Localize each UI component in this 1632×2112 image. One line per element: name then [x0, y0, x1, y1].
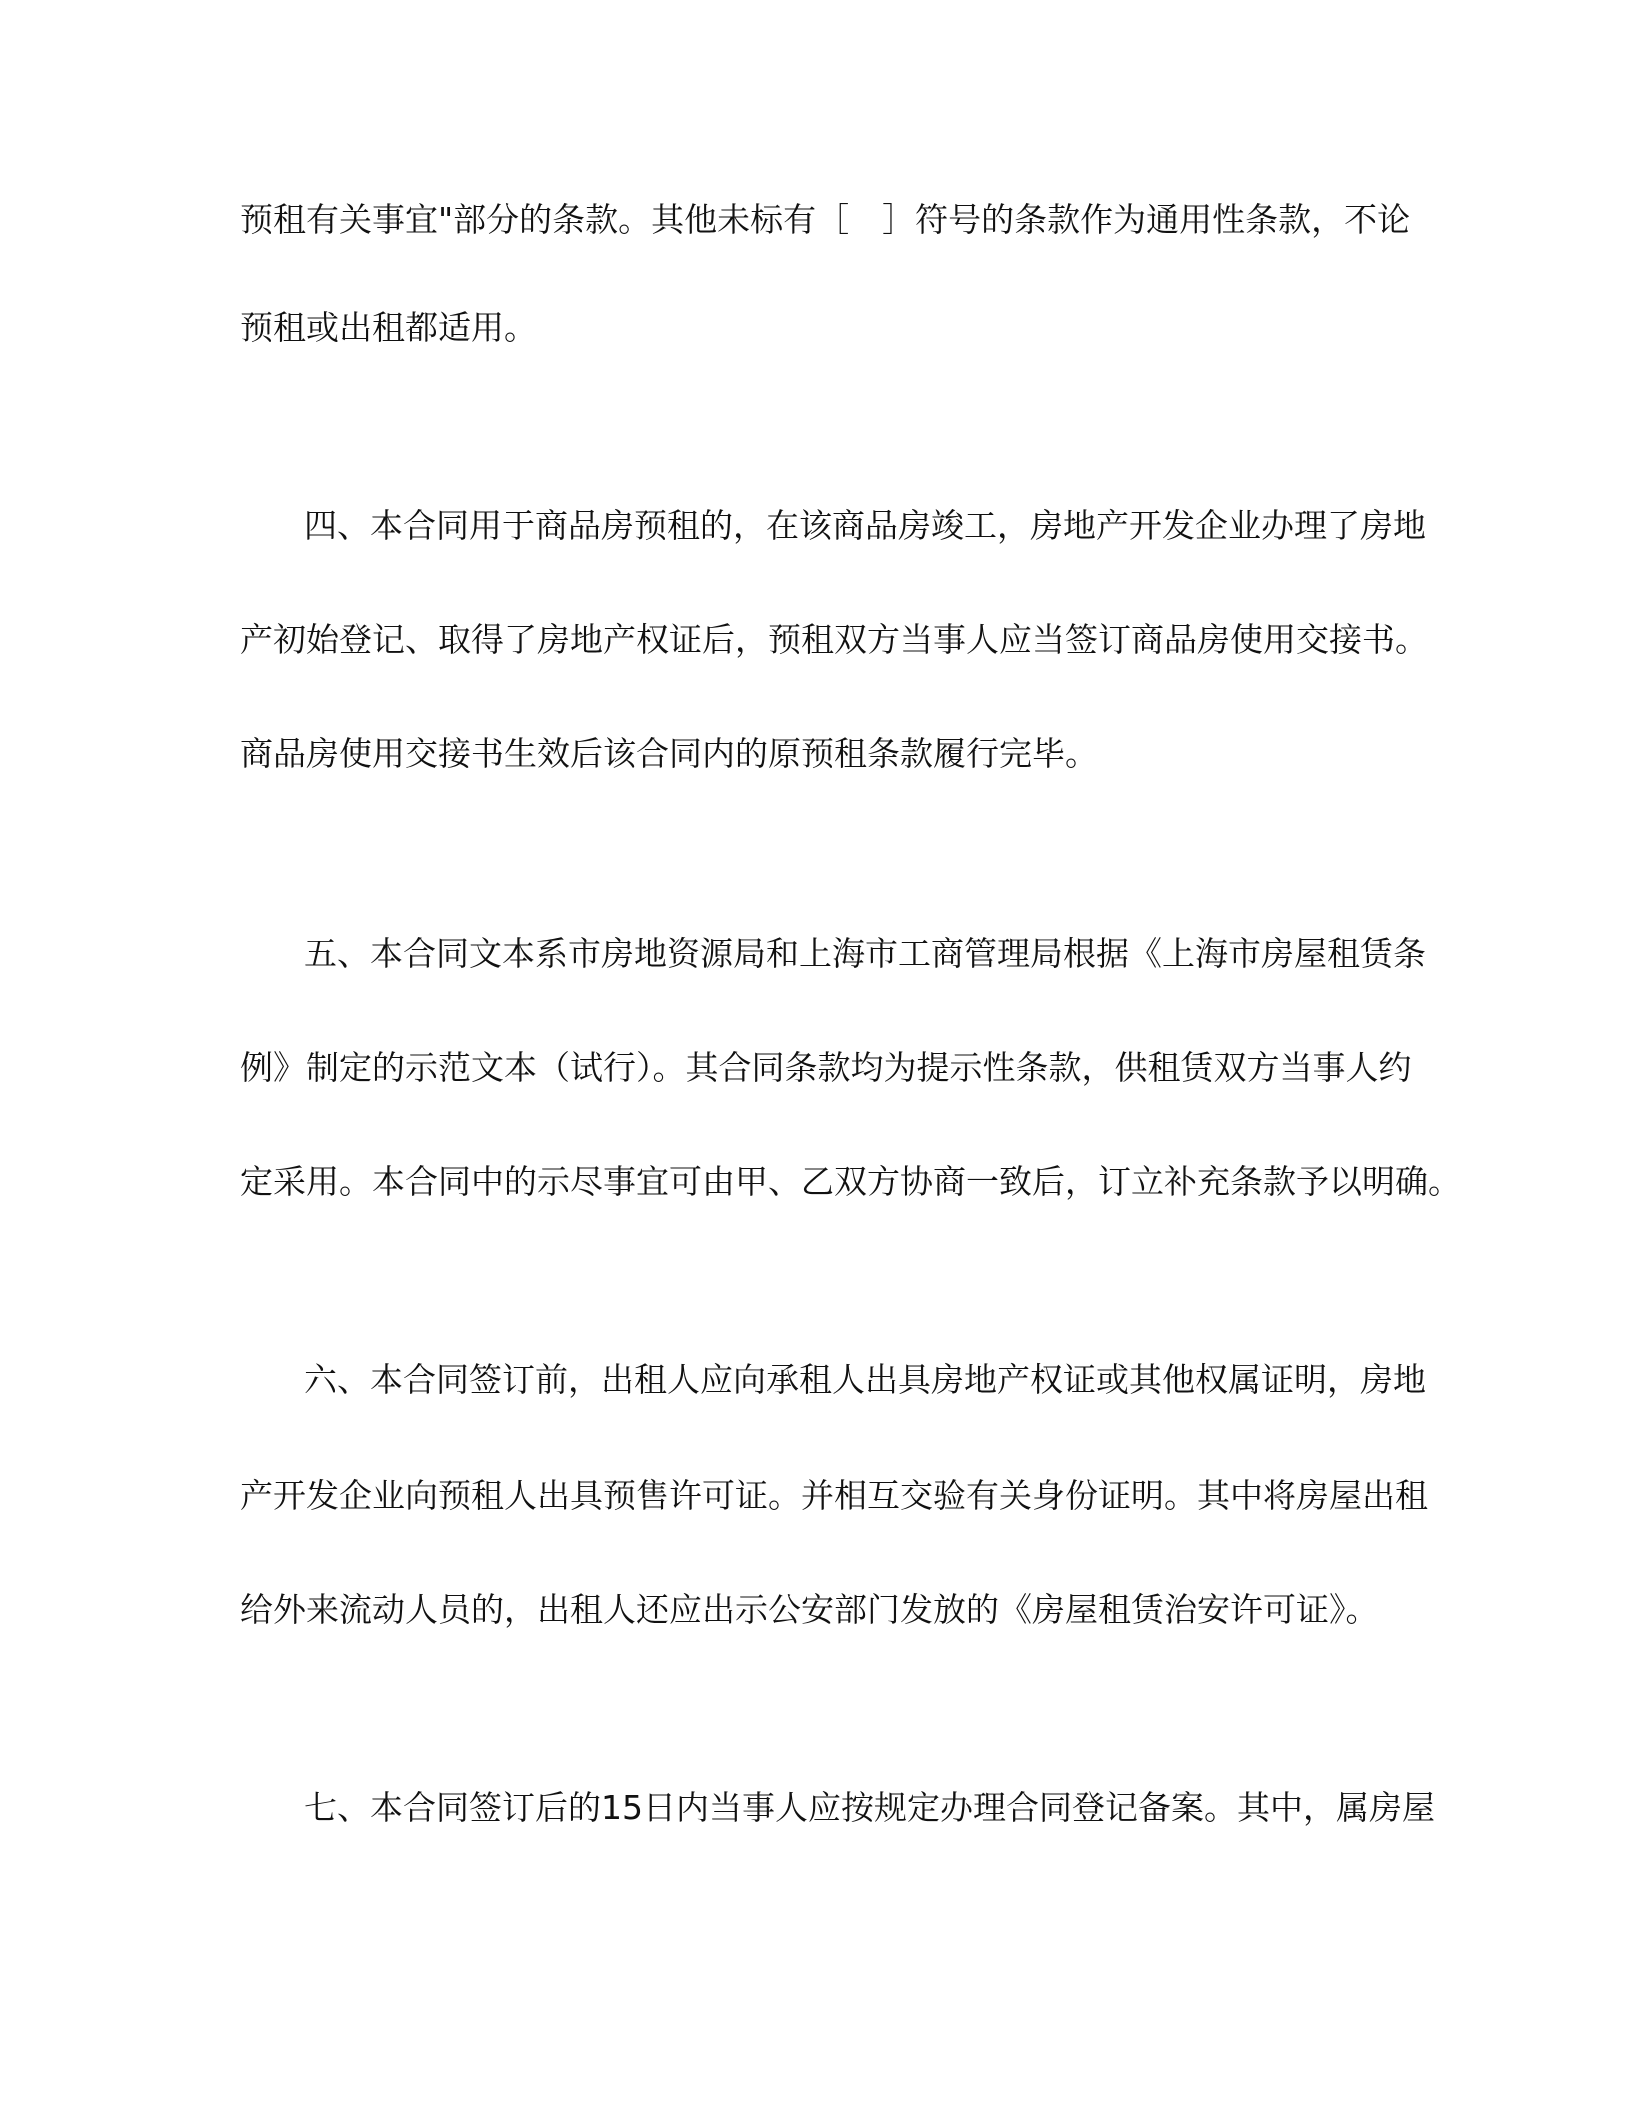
paragraph-four-line: 四、本合同用于商品房预租的，在该商品房竣工，房地产开发企业办理了房地 — [304, 506, 1426, 545]
text-line: 产初始登记、取得了房地产权证后，预租双方当事人应当签订商品房使用交接书。 — [240, 620, 1428, 659]
text-line: 预租有关事宜"部分的条款。其他未标有［ ］符号的条款作为通用性条款，不论 — [240, 200, 1411, 239]
text-line: 商品房使用交接书生效后该合同内的原预租条款履行完毕。 — [240, 734, 1098, 773]
paragraph-seven-line: 七、本合同签订后的15日内当事人应按规定办理合同登记备案。其中，属房屋 — [304, 1788, 1435, 1827]
text-line: 产开发企业向预租人出具预售许可证。并相互交验有关身份证明。其中将房屋出租 — [240, 1476, 1428, 1515]
text-line: 预租或出租都适用。 — [240, 308, 537, 347]
paragraph-six-line: 六、本合同签订前，出租人应向承租人出具房地产权证或其他权属证明，房地 — [304, 1360, 1426, 1399]
text-line: 定采用。本合同中的示尽事宜可由甲、乙双方协商一致后，订立补充条款予以明确。 — [240, 1162, 1461, 1201]
text-line: 例》制定的示范文本（试行）。其合同条款均为提示性条款，供租赁双方当事人约 — [240, 1048, 1412, 1087]
paragraph-five-line: 五、本合同文本系市房地资源局和上海市工商管理局根据《上海市房屋租赁条 — [304, 934, 1426, 973]
text-line: 给外来流动人员的，出租人还应出示公安部门发放的《房屋租赁治安许可证》。 — [240, 1590, 1379, 1629]
